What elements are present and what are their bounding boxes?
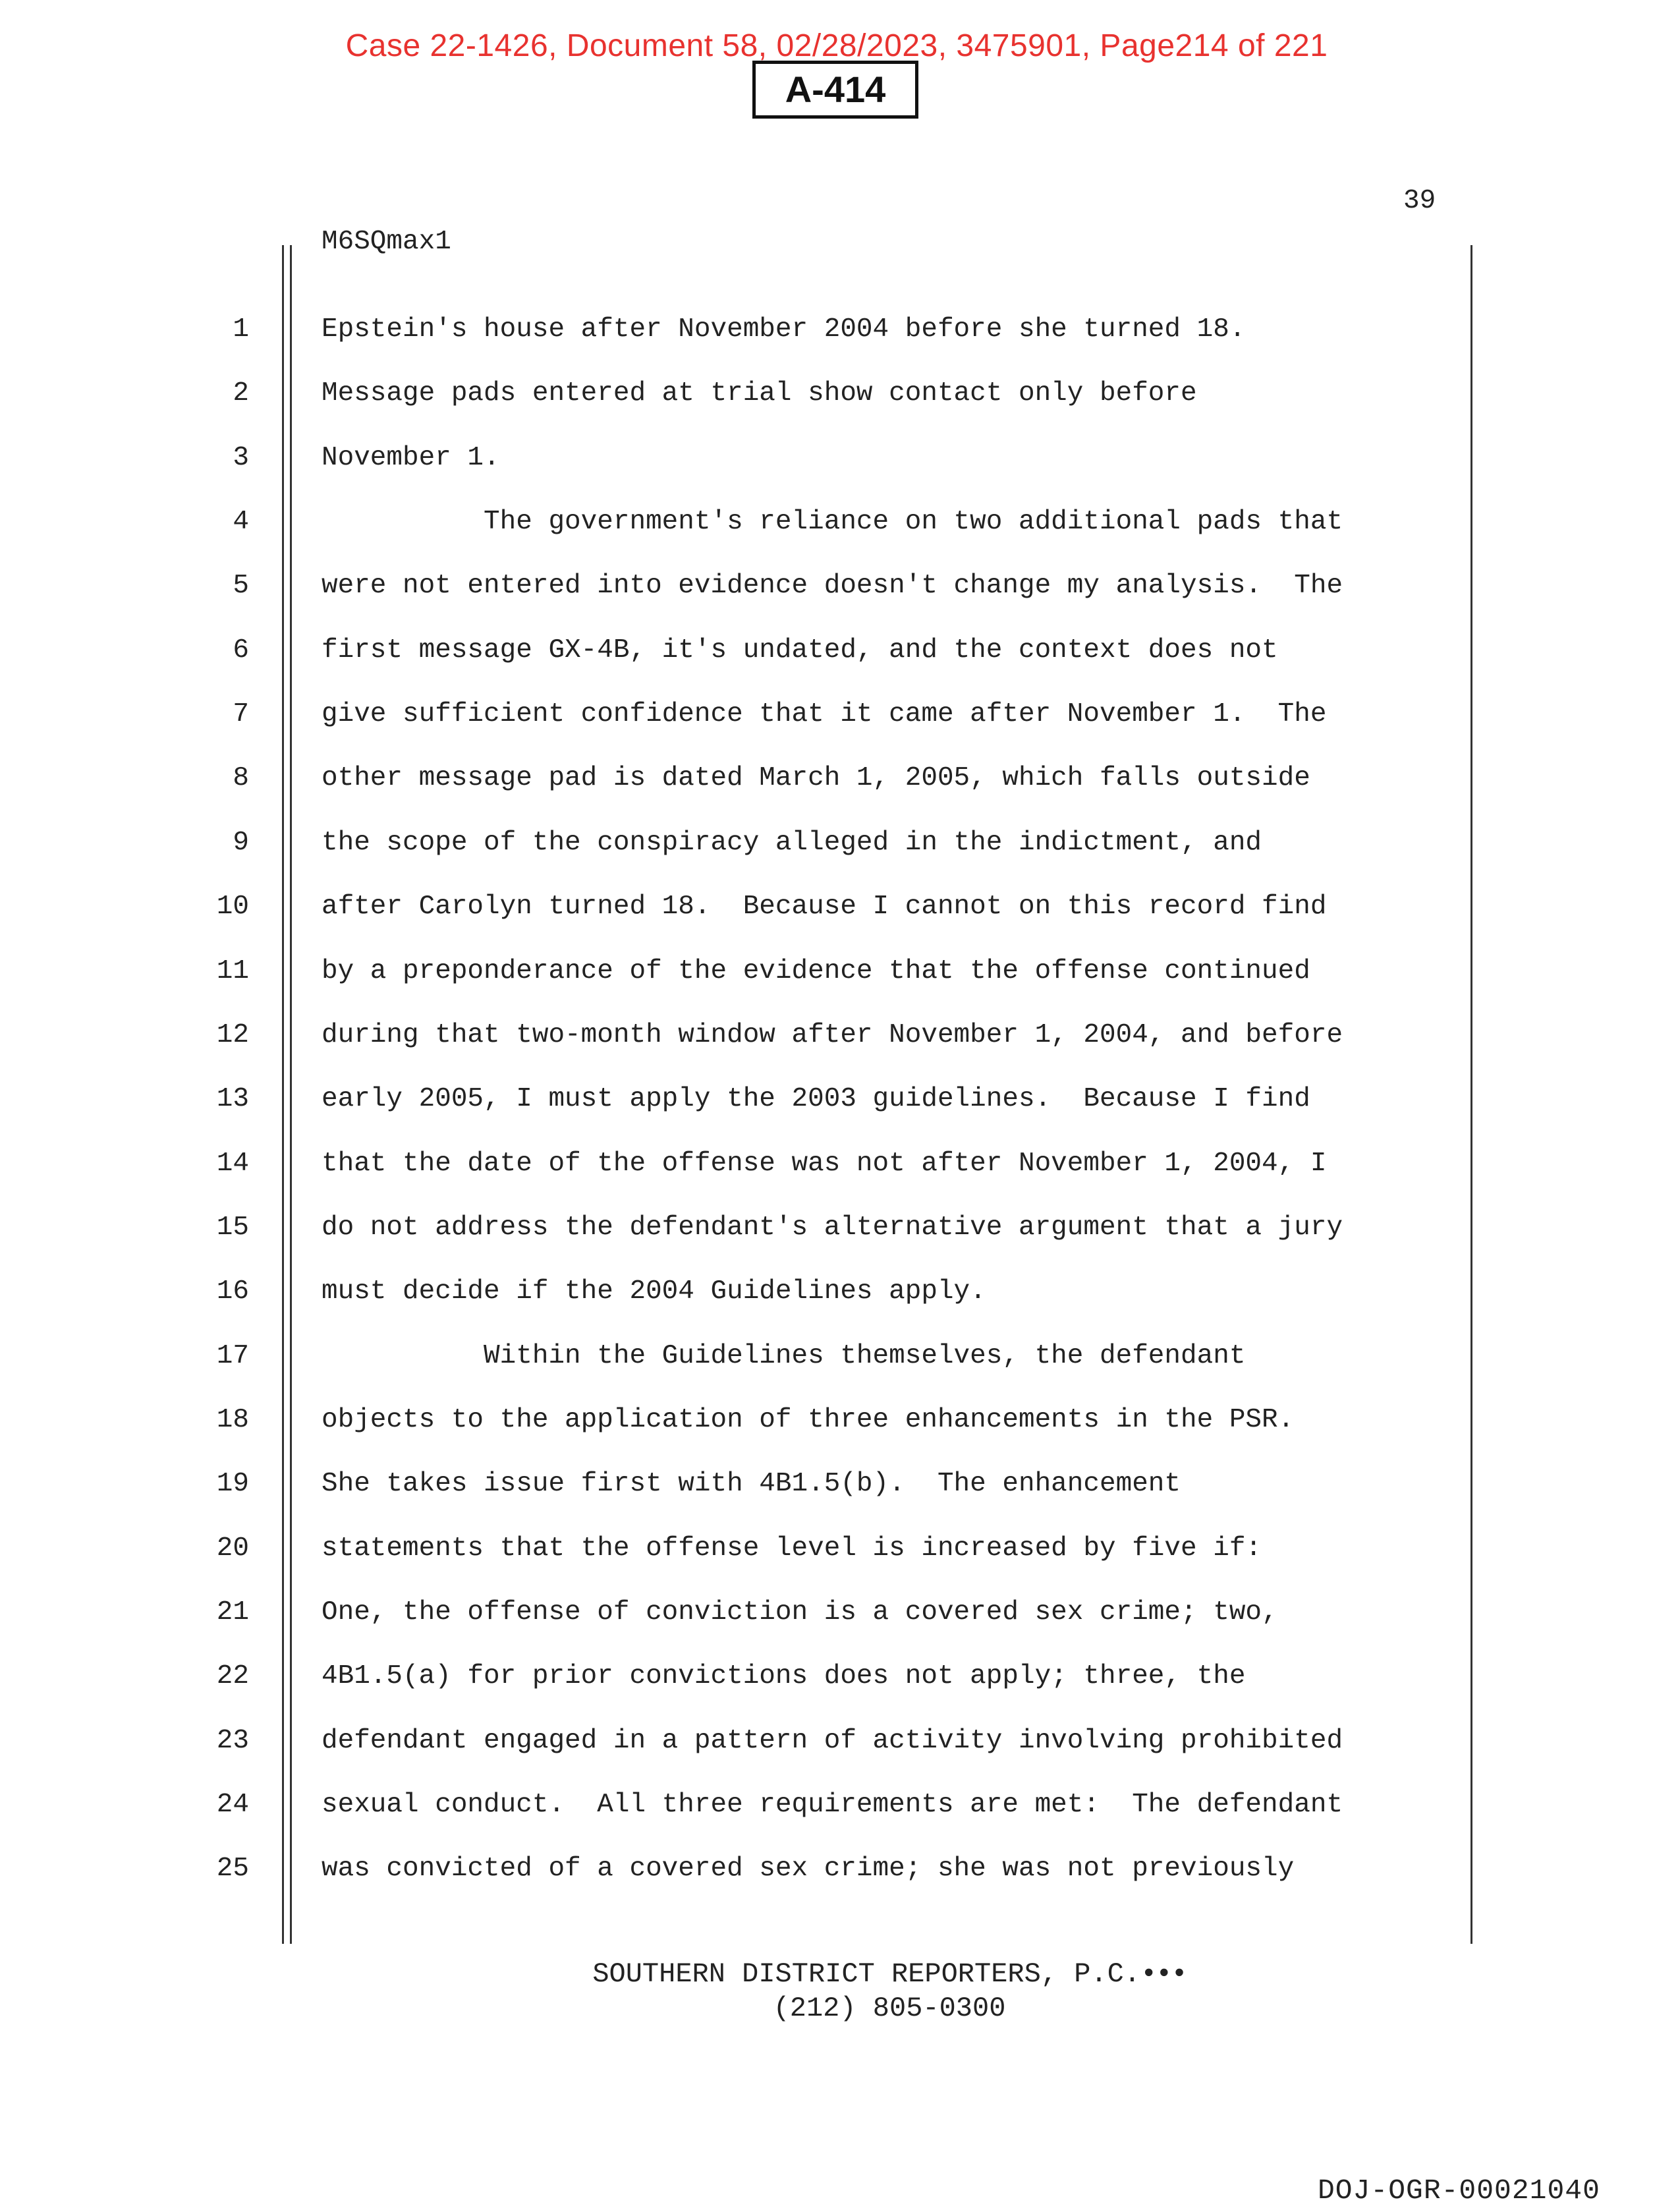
transcript-line: defendant engaged in a pattern of activity involving prohibited (322, 1726, 1343, 1756)
transcript-line: One, the offense of conviction is a covered sex crime; two, (322, 1597, 1278, 1628)
line-number: 14 (216, 1149, 249, 1179)
transcript-line: the scope of the conspiracy alleged in the indictment, and (322, 828, 1262, 858)
transcript-line: early 2005, I must apply the 2003 guidelines. Because I find (322, 1084, 1310, 1114)
line-number: 25 (216, 1854, 249, 1884)
line-number: 22 (216, 1661, 249, 1691)
transcript-line: The government's reliance on two additional pads that (322, 507, 1343, 537)
transcript-line: give sufficient confidence that it came after November 1. The (322, 699, 1327, 729)
line-number: 23 (216, 1726, 249, 1756)
transcript-line: first message GX-4B, it's undated, and the context does not (322, 635, 1278, 666)
transcript-line: must decide if the 2004 Guidelines apply. (322, 1276, 986, 1307)
line-number: 24 (216, 1790, 249, 1820)
left-margin-rule-inner (290, 245, 292, 1944)
line-number: 13 (216, 1084, 249, 1114)
line-number: 9 (233, 828, 249, 858)
reporter-phone: (212) 805-0300 (773, 1993, 1006, 2024)
line-number: 2 (233, 378, 249, 409)
transcript-line: Message pads entered at trial show contact only before (322, 378, 1197, 409)
line-number: 1 (233, 314, 249, 345)
line-number: 19 (216, 1469, 249, 1499)
transcript-line: after Carolyn turned 18. Because I cannot on this record find (322, 892, 1327, 922)
line-number: 5 (233, 571, 249, 601)
line-number: 8 (233, 763, 249, 793)
transcript-line: statements that the offense level is increased by five if: (322, 1533, 1262, 1564)
transcript-line: 4B1.5(a) for prior convictions does not apply; three, the (322, 1661, 1246, 1691)
line-number: 10 (216, 892, 249, 922)
transcript-line: other message pad is dated March 1, 2005, which falls outside (322, 763, 1310, 793)
exhibit-label: A-414 (752, 61, 918, 119)
transcript-line: that the date of the offense was not after November 1, 2004, I (322, 1149, 1327, 1179)
line-number: 12 (216, 1020, 249, 1050)
transcript-line: sexual conduct. All three requirements are met: The defendant (322, 1790, 1343, 1820)
reporter-name: SOUTHERN DISTRICT REPORTERS, P.C. (592, 1958, 1141, 1990)
transcript-line: do not address the defendant's alternative argument that a jury (322, 1212, 1343, 1243)
transcript-line: were not entered into evidence doesn't change my analysis. The (322, 571, 1343, 601)
transcript-header-code: M6SQmax1 (322, 227, 451, 257)
case-header: Case 22-1426, Document 58, 02/28/2023, 3475901, Page214 of 221 (345, 28, 1328, 63)
reporter-dots: ••• (1140, 1958, 1187, 1990)
line-number: 11 (216, 956, 249, 986)
reporter-line (0, 1957, 1680, 1991)
reporter-footer (0, 1957, 1680, 2026)
transcript-line: Within the Guidelines themselves, the defendant (322, 1341, 1246, 1371)
transcript-line: by a preponderance of the evidence that the offense continued (322, 956, 1310, 986)
transcript-line: She takes issue first with 4B1.5(b). The enhancement (322, 1469, 1181, 1499)
line-number: 6 (233, 635, 249, 666)
line-number: 3 (233, 443, 249, 473)
line-number: 20 (216, 1533, 249, 1564)
transcript-line: was convicted of a covered sex crime; she was not previously (322, 1854, 1295, 1884)
line-number: 21 (216, 1597, 249, 1628)
page-number: 39 (1403, 186, 1436, 216)
transcript-line: Epstein's house after November 2004 before she turned 18. (322, 314, 1246, 345)
document-id: DOJ-OGR-00021040 (1318, 2174, 1600, 2207)
right-margin-rule (1470, 245, 1472, 1944)
transcript-line: during that two-month window after November 1, 2004, and before (322, 1020, 1343, 1050)
line-number: 15 (216, 1212, 249, 1243)
transcript-line: objects to the application of three enhancements in the PSR. (322, 1405, 1295, 1435)
line-number: 4 (233, 507, 249, 537)
line-number: 16 (216, 1276, 249, 1307)
transcript-line: November 1. (322, 443, 500, 473)
left-margin-rule (282, 245, 284, 1944)
line-number: 17 (216, 1341, 249, 1371)
line-number: 7 (233, 699, 249, 729)
line-number: 18 (216, 1405, 249, 1435)
